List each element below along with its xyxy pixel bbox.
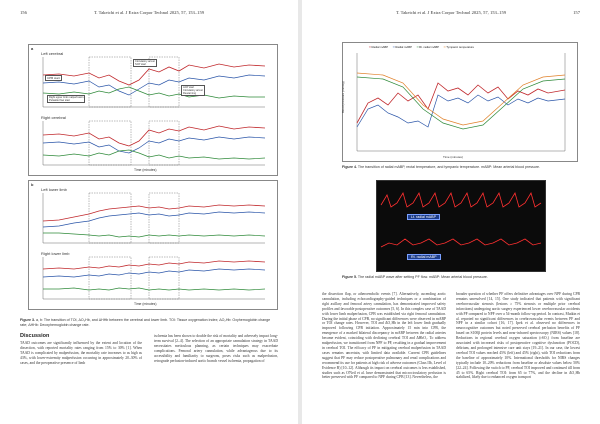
box-circulatory-arrest: Circulatory arrest SCP start xyxy=(135,60,155,66)
panel-b-plot xyxy=(29,181,277,309)
right-running-title: T. Takeichi et al. J Extra Corpor Technol 2025, 57, 153–159 xyxy=(395,10,507,15)
box-cpb-start: CPB start xyxy=(47,76,60,80)
figure5-caption xyxy=(342,275,576,280)
figure5-tag-right-radial: Rt. radial mABP xyxy=(407,254,441,260)
figure4-rectal-line xyxy=(357,77,565,129)
panel-a-label: a xyxy=(31,46,34,51)
figure5-tag-left-radial: Lt. radial mABP xyxy=(407,214,440,220)
figure3-caption xyxy=(20,318,278,327)
right-page-number: 157 xyxy=(573,10,580,15)
figure4-y-left-label: Blood pressure (mmHg) xyxy=(341,81,345,113)
left-col-2 xyxy=(154,334,278,363)
panel-b-right-side: Right lower limb xyxy=(41,251,70,256)
figure4-caption-label: Figure 4. xyxy=(342,165,357,169)
box-acp-start: ACP start Circulatory arrest Rewarming xyxy=(183,86,203,95)
legend4-item-1: Radial mABP xyxy=(371,45,389,49)
panel-b-o2hb-line-left xyxy=(43,212,265,227)
figure4-x-label: Time (minutes) xyxy=(443,155,463,159)
right-col-2-text: broader question of whether PF offers definitive advantages over NPF during CPB remains unresolved [14, 15]. One study indicated that patients with significant cerebrovascular stenosis (lesions ≥ 75% stenosis or multiple prior cerebral infarctions) undergoing aortic surgery experienced lower cerebrovascular accidents with PF compared to NPF over a 54-month follow-up period. In contrast, Mutkin et al. reported no significant differences in cerebrovascular events between PF and NPF in a similar cohort [16, 17]. Ipek et al. observed no differences in neurocognitive outcomes but noted preserved cerebral perfusion benefits of PF based on S100β protein levels and near-infrared spectroscopy (NIRS) values [18]. Reductions in regional cerebral oxygen saturation (rSO₂) from baseline are associated with increased risks of postoperative cognitive dysfunction (POCD), delirium, and prolonged intensive care unit stays [19–21]. In our case, the lowest cerebral TOI values reached 45% (left) and 45% (right), with TOI reductions from the baseline of approximately 10%. International thresholds for NIRS changes typically include 10–20% reductions from baseline or absolute values below 50% [22–24]. Following the switch to PF, cerebral TOI improved and continued till from 45 to 65%. Right cerebral TOI: from 65 to 77%, and the decline in ΔO₂Hb stabilized, likely due to enhanced oxygen transport xyxy=(456,292,580,380)
left-running-title: T. Takeichi et al. J Extra Corpor Technol 2025, 57, 153–159 xyxy=(93,10,205,15)
figure4-legend: ━ Radial mABP ━ Radial mABP ━ Rt. radial mABP ━ Tympanic temperature xyxy=(369,45,475,49)
panel-b-o2hb-line-right xyxy=(43,269,265,277)
right-col-1-text: the dissection flap, or atheroembolic events [7]. Alternatively, ascending aortic cannulation, including echocardiography-guided techniques or a combination of right axillary and femoral artery cannulation, has demonstrated improved safety profiles and favorable postoperative outcomes [5, 6]. In this complex case of TAAD with lower limb malperfusion, CPB was established via right femoral cannulation. During the initial phase of CPB, no significant differences were observed in mABP or TOI change rates. However, TOI and ΔO₂Hb in the left lower limb gradually improved following CPB initiation. Approximately 15 min into CPB, the emergence of a marked bilateral discrepancy in mABP between the radial arteries became evident, coinciding with declining cerebral TOI and ΔHbO₂. To address malperfusion, we transitioned from NPF to PF, resulting in a gradual improvement in cerebral TOI. The efficacy of PF in mitigating cerebral malperfusion in TAAD cases remains uncertain, with limited data available. Current CPB guidelines suggest that PF may reduce postoperative pulmonary and renal complications and recommend its use for patients at high risk of adverse outcomes (Class IIb, Level of Evidence B) [10–12]. Although its impact on cerebral outcomes is less established, studies such as O'Neil et al. have demonstrated that microcirculatory perfusion is better preserved with PF compared to NPF during CPB [13]. Nevertheless, the xyxy=(322,292,446,380)
figure5-monitor xyxy=(376,180,546,272)
figure3-panel-b xyxy=(28,180,278,310)
panel-a-axes xyxy=(43,57,265,165)
panel-a-hhb-line-right xyxy=(43,150,265,159)
panel-b-hhb-line-left xyxy=(43,233,265,237)
figure5-wave-bottom xyxy=(381,239,541,247)
panel-b-x-label: Time (minutes) xyxy=(134,302,157,306)
figure5-wave-top xyxy=(381,193,541,207)
figure5-caption-text: The radial mABP wave after setting PF flow. mABP: Mean arterial blood pressure. xyxy=(357,275,488,279)
right-col-2 xyxy=(456,292,580,380)
left-col-1 xyxy=(20,334,142,365)
panel-b-left-side: Left lower limb xyxy=(41,187,67,192)
panel-a-x-label: Time (minutes) xyxy=(134,168,157,172)
panel-b-phase-boxes xyxy=(89,193,179,299)
panel-a-toi-line-right xyxy=(43,126,265,146)
figure4-rt-radial-line xyxy=(357,95,565,127)
figure4-caption xyxy=(342,165,576,170)
figure4 xyxy=(342,42,578,162)
box-malperfusion: Right upper limb malperfusion Pulsatile flow start xyxy=(49,96,84,102)
left-page-number: 156 xyxy=(20,10,27,15)
discussion-heading: Discussion xyxy=(20,333,50,339)
figure3-caption-label: Figure 3. xyxy=(20,318,35,322)
legend4-item-4: Tympanic temperature xyxy=(446,45,475,49)
panel-b-label: b xyxy=(31,182,34,187)
figure5-caption-label: Figure 5. xyxy=(342,275,357,279)
panel-b-axes xyxy=(43,193,265,299)
figure4-lt-radial-line xyxy=(357,83,565,123)
panel-a-right-side: Right cerebral xyxy=(41,115,66,120)
panel-b-hhb-line-right xyxy=(43,288,265,290)
panel-a-toi-line-left xyxy=(43,64,265,85)
figure3-panel-a xyxy=(28,44,278,176)
panel-b-toi-line-right xyxy=(43,261,265,269)
panel-a-o2hb-line-right xyxy=(43,137,265,153)
panel-a-left-side: Left cerebral xyxy=(41,51,64,56)
legend4-item-3: Rt. radial mABP xyxy=(419,45,440,49)
left-running-header xyxy=(20,10,278,15)
legend4-item-2: Radial mABP xyxy=(395,45,412,49)
right-col-1 xyxy=(322,292,446,380)
figure4-caption-text: The transition of radial mABP, rectal temperature, and tympanic temperature. mABP: Mean arterial blood pressure. xyxy=(357,165,541,169)
figure4-axes xyxy=(357,53,565,151)
figure4-plot xyxy=(343,43,577,161)
left-col-2-text: ischemia has been shown to double the risk of mortality and adversely impact long-term survival [2–4]. The selection of an appropriate cannulation strategy in TAAD necessitates meticulous planning, as certain techniques may exacerbate complications. Femoral artery cannulation, while advantageous due to its accessibility and familiarity to surgeons, poses risks such as malperfusion, retrograde perfusion-induced aortic branch vessel ischemia, propagation of xyxy=(154,334,278,363)
right-page xyxy=(302,0,600,424)
figure5-waveforms xyxy=(377,181,545,271)
left-col-1-text: TAAD outcomes are significantly influenced by the extent and location of the dissection, with reported mortality rates ranging from 15% to 30% [1]. When TAAD is complicated by malperfusion, the mortality rate increases to as high as 43%, with lower-extremity malperfusion occurring in approximately 20–30% of cases, and the preoperative presence of limb xyxy=(20,340,142,365)
figure3-caption-text: a, b: The transition of TOI, ΔO₂Hb, and ΔHHb between the cerebral and lower limb. TOI: Tissue oxygenation index; ΔO₂Hb: Oxyhemoglobin change rate; ΔHHb: Deoxyhemoglobin change rate. xyxy=(20,318,271,327)
left-page xyxy=(0,0,298,424)
panel-a-phase-boxes xyxy=(89,57,179,165)
